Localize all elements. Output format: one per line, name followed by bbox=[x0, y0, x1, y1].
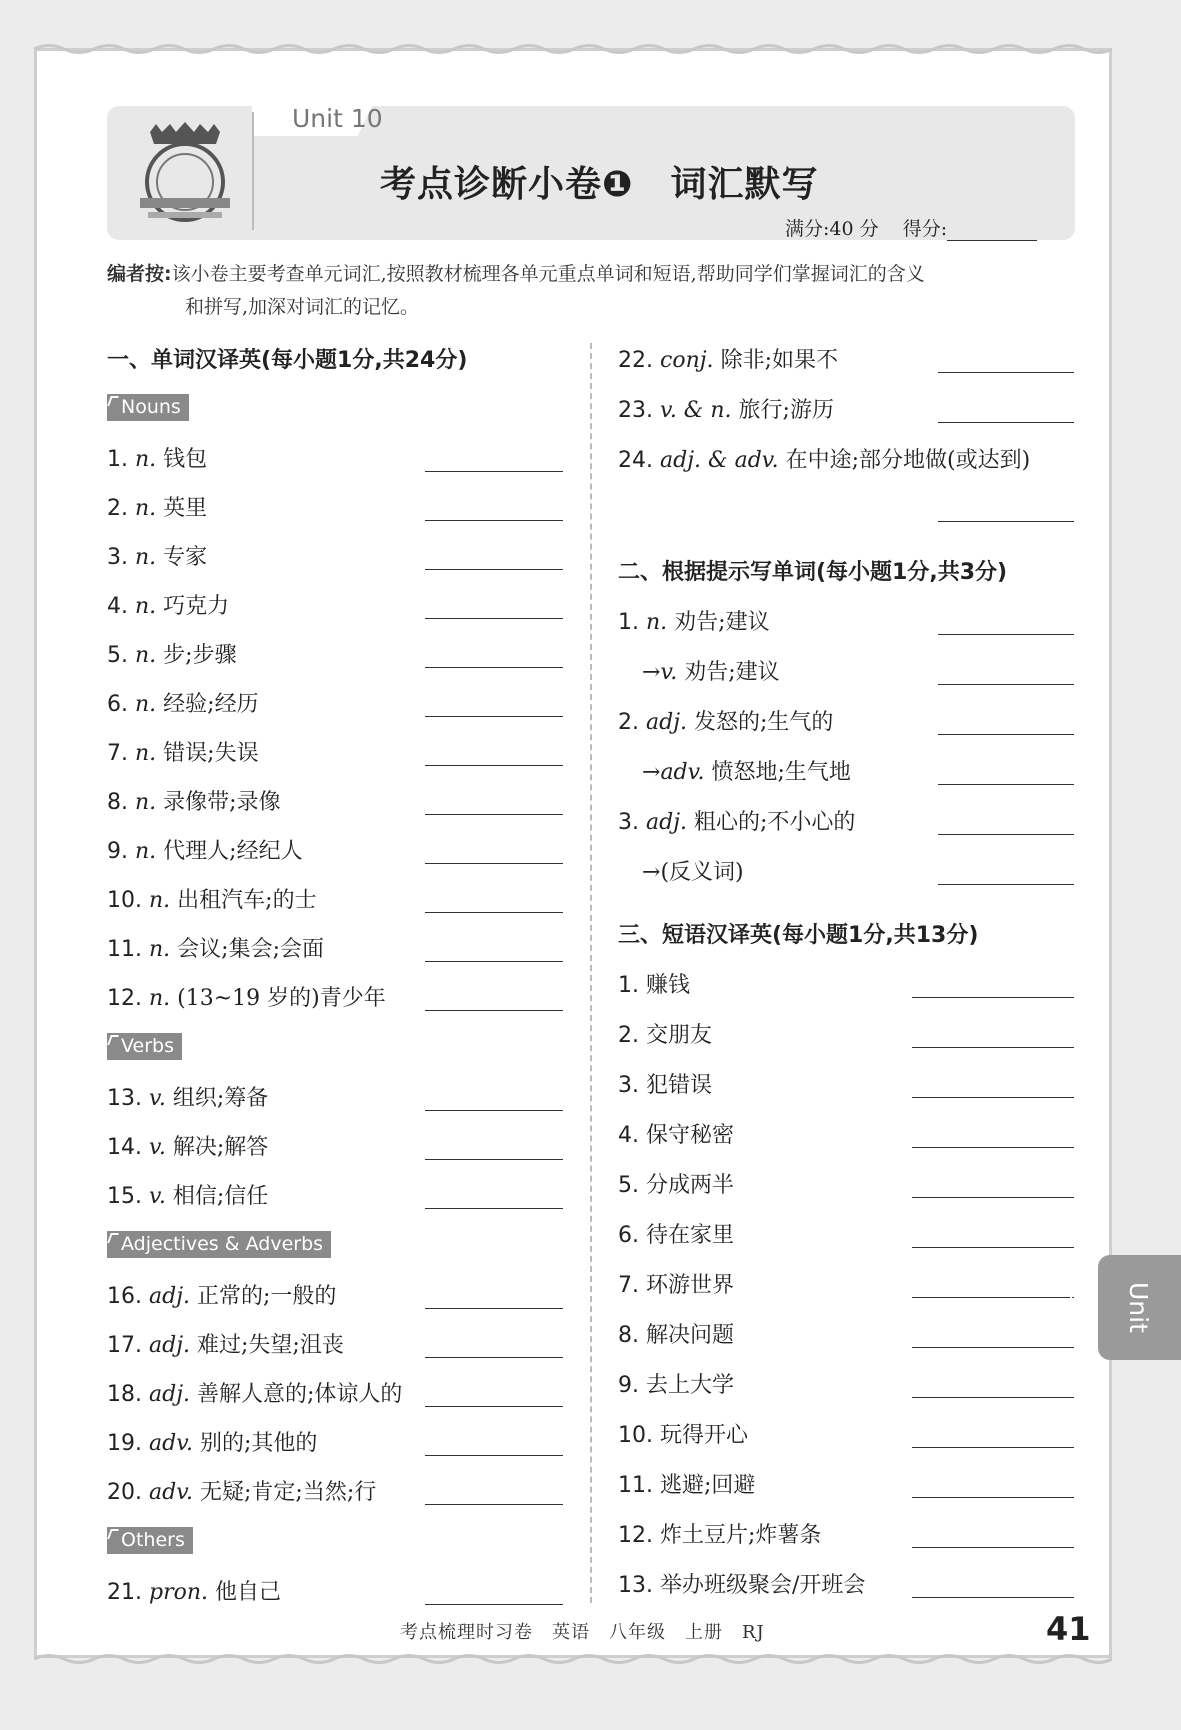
list-item: →(反义词) bbox=[642, 860, 744, 885]
list-item: 7. 环游世界 bbox=[618, 1273, 735, 1298]
answer-blank[interactable] bbox=[912, 1197, 1074, 1198]
editor-note-line2: 和拼写,加深对词汇的记忆。 bbox=[185, 296, 420, 318]
answer-blank[interactable] bbox=[938, 634, 1074, 635]
list-item: 11. n. 会议;集会;会面 bbox=[107, 937, 324, 962]
answer-blank[interactable] bbox=[425, 1308, 563, 1309]
list-item: 3. n. 专家 bbox=[107, 545, 208, 570]
editor-note-lead: 编者按: bbox=[107, 263, 172, 285]
list-item: 2. adj. 发怒的;生气的 bbox=[618, 710, 834, 735]
list-item: 3. adj. 粗心的;不小心的 bbox=[618, 810, 856, 835]
answer-blank[interactable] bbox=[425, 471, 563, 472]
list-item: 13. v. 组织;筹备 bbox=[107, 1086, 269, 1111]
list-item: 4. n. 巧克力 bbox=[107, 594, 230, 619]
answer-blank[interactable] bbox=[425, 569, 563, 570]
answer-blank[interactable] bbox=[938, 372, 1074, 373]
list-item: 21. pron. 他自己 bbox=[107, 1580, 282, 1605]
answer-blank[interactable] bbox=[425, 618, 563, 619]
answer-blank[interactable] bbox=[425, 1455, 563, 1456]
list-item: 14. v. 解决;解答 bbox=[107, 1135, 269, 1160]
list-item: 8. 解决问题 bbox=[618, 1323, 735, 1348]
answer-blank[interactable] bbox=[912, 1547, 1074, 1548]
answer-blank[interactable] bbox=[938, 521, 1074, 522]
section1-title: 一、单词汉译英(每小题1分,共24分) bbox=[107, 348, 468, 373]
answer-blank[interactable] bbox=[425, 1406, 563, 1407]
page-number: 41 bbox=[1046, 1610, 1091, 1648]
answer-blank[interactable] bbox=[912, 1097, 1074, 1098]
answer-blank[interactable] bbox=[912, 1047, 1074, 1048]
answer-blank[interactable] bbox=[425, 1504, 563, 1505]
list-item: 1. n. 钱包 bbox=[107, 447, 208, 472]
answer-blank[interactable] bbox=[938, 422, 1074, 423]
answer-blank[interactable] bbox=[938, 884, 1074, 885]
answer-blank[interactable] bbox=[938, 784, 1074, 785]
list-item: 12. n. (13~19 岁的)青少年 bbox=[107, 986, 386, 1011]
list-item: 8. n. 录像带;录像 bbox=[107, 790, 281, 815]
list-item: 9. n. 代理人;经纪人 bbox=[107, 839, 303, 864]
editor-note-line1: 该小卷主要考查单元词汇,按照教材梳理各单元重点单词和短语,帮助同学们掌握词汇的含义 bbox=[171, 263, 925, 285]
list-item: 2. 交朋友 bbox=[618, 1023, 713, 1048]
list-item: 24. adj. & adv. 在中途;部分地做(或达到) bbox=[618, 448, 1031, 473]
list-item: 9. 去上大学 bbox=[618, 1373, 735, 1398]
answer-blank[interactable] bbox=[912, 1597, 1074, 1598]
list-item: 5. 分成两半 bbox=[618, 1173, 735, 1198]
list-item: 19. adv. 别的;其他的 bbox=[107, 1431, 318, 1456]
score-label: 得分: bbox=[902, 218, 948, 240]
answer-blank[interactable] bbox=[425, 667, 563, 668]
answer-blank[interactable] bbox=[912, 1397, 1074, 1398]
score-blank[interactable] bbox=[947, 222, 1037, 241]
answer-blank[interactable] bbox=[938, 684, 1074, 685]
list-item: 4. 保守秘密 bbox=[618, 1123, 735, 1148]
unit-tag: Unit 10 bbox=[292, 104, 383, 133]
answer-blank[interactable] bbox=[912, 1497, 1074, 1498]
list-item: 15. v. 相信;信任 bbox=[107, 1184, 269, 1209]
answer-blank[interactable] bbox=[425, 863, 563, 864]
list-item: 16. adj. 正常的;一般的 bbox=[107, 1284, 337, 1309]
tag-adjectives-adverbs: Adjectives & Adverbs bbox=[107, 1231, 331, 1258]
answer-blank[interactable] bbox=[425, 765, 563, 766]
list-item: 22. conj. 除非;如果不 bbox=[618, 348, 838, 373]
list-item: 5. n. 步;步骤 bbox=[107, 643, 237, 668]
score-line bbox=[785, 214, 1037, 241]
list-item: 11. 逃避;回避 bbox=[618, 1473, 756, 1498]
wavy-border-top bbox=[34, 42, 1112, 56]
answer-blank[interactable] bbox=[912, 1147, 1074, 1148]
tag-verbs: Verbs bbox=[107, 1033, 182, 1060]
list-item: 18. adj. 善解人意的;体谅人的 bbox=[107, 1382, 403, 1407]
list-item: 20. adv. 无疑;肯定;当然;行 bbox=[107, 1480, 377, 1505]
header-divider bbox=[252, 112, 254, 230]
list-item: →adv. 愤怒地;生气地 bbox=[642, 760, 851, 785]
list-item: 2. n. 英里 bbox=[107, 496, 208, 521]
answer-blank[interactable] bbox=[425, 1604, 563, 1605]
list-item: 1. n. 劝告;建议 bbox=[618, 610, 770, 635]
section2-title: 二、根据提示写单词(每小题1分,共3分) bbox=[618, 560, 1008, 585]
list-item: 6. n. 经验;经历 bbox=[107, 692, 259, 717]
list-item: 13. 举办班级聚会/开班会 bbox=[618, 1573, 866, 1598]
answer-blank[interactable] bbox=[425, 520, 563, 521]
list-item: 7. n. 错误;失误 bbox=[107, 741, 259, 766]
tag-others: Others bbox=[107, 1527, 193, 1554]
answer-blank[interactable] bbox=[425, 814, 563, 815]
footer-text: 考点梳理时习卷 英语 八年级 上册 RJ bbox=[400, 1622, 765, 1643]
answer-blank[interactable] bbox=[425, 1010, 563, 1011]
answer-blank[interactable] bbox=[425, 716, 563, 717]
answer-blank[interactable] bbox=[938, 834, 1074, 835]
section3-title: 三、短语汉译英(每小题1分,共13分) bbox=[618, 923, 979, 948]
answer-blank[interactable] bbox=[425, 1208, 563, 1209]
answer-blank[interactable] bbox=[912, 1447, 1074, 1448]
wavy-border-bottom bbox=[34, 1652, 1112, 1666]
list-item: 3. 犯错误 bbox=[618, 1073, 713, 1098]
list-item: 10. 玩得开心 bbox=[618, 1423, 749, 1448]
publisher-logo-icon bbox=[130, 120, 240, 230]
list-item: 6. 待在家里 bbox=[618, 1223, 735, 1248]
column-divider bbox=[590, 343, 592, 1603]
answer-blank[interactable] bbox=[425, 961, 563, 962]
answer-blank[interactable] bbox=[912, 1347, 1074, 1348]
answer-blank[interactable] bbox=[425, 1357, 563, 1358]
list-item: 1. 赚钱 bbox=[618, 973, 691, 998]
editor-note bbox=[107, 258, 1077, 324]
answer-blank[interactable] bbox=[912, 1247, 1074, 1248]
side-tab-label: Unit 10 bbox=[1064, 1281, 1153, 1333]
answer-blank[interactable] bbox=[425, 1110, 563, 1111]
answer-blank[interactable] bbox=[425, 912, 563, 913]
list-item: 10. n. 出租汽车;的士 bbox=[107, 888, 317, 913]
answer-blank[interactable] bbox=[912, 997, 1074, 998]
page-title: 考点诊断小卷❶ 词汇默写 bbox=[380, 164, 819, 205]
answer-blank[interactable] bbox=[938, 734, 1074, 735]
list-item: →v. 劝告;建议 bbox=[642, 660, 780, 685]
list-item: 23. v. & n. 旅行;游历 bbox=[618, 398, 834, 423]
full-score: 满分:40 分 bbox=[785, 218, 879, 240]
tag-nouns: Nouns bbox=[107, 394, 189, 421]
answer-blank[interactable] bbox=[425, 1159, 563, 1160]
list-item: 12. 炸土豆片;炸薯条 bbox=[618, 1523, 822, 1548]
list-item: 17. adj. 难过;失望;沮丧 bbox=[107, 1333, 344, 1358]
